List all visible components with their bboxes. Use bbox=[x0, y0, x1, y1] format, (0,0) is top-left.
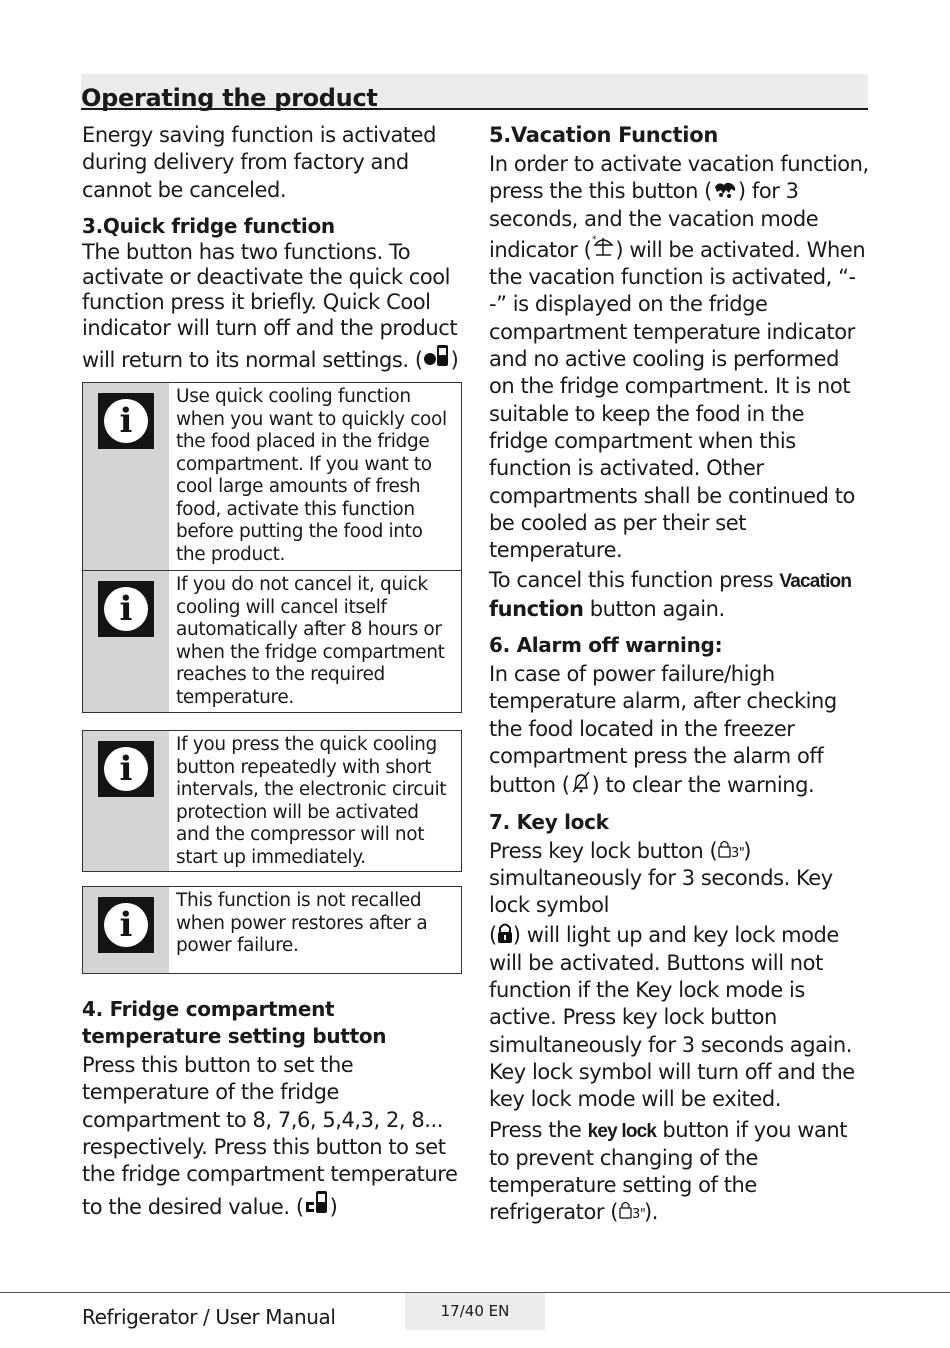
key-lock-text-part: ( bbox=[489, 923, 497, 948]
alarm-paragraph bbox=[489, 661, 869, 799]
alarm-text-part: ) to clear the warning. bbox=[591, 773, 815, 798]
info-icon: i bbox=[98, 581, 154, 637]
quick-fridge-text: The button has two functions. To activate or deactivate the quick cool function press it briefly. Quick Cool indicator will turn off and the product will return to its normal settings. ( bbox=[82, 239, 458, 372]
energy-saving-paragraph: Energy saving function is activated during delivery from factory and cannot be canceled. bbox=[82, 123, 437, 202]
key-lock-paragraph-2 bbox=[489, 922, 869, 1113]
info-note bbox=[83, 731, 461, 871]
info-note-group bbox=[82, 382, 462, 713]
key-lock-text-part: Press the bbox=[489, 1117, 588, 1142]
vacation-text-part: ) for 3 seconds, and the vacation mode indicator ( bbox=[489, 179, 819, 262]
vacation-cancel-text: button again. bbox=[583, 596, 725, 621]
info-note bbox=[83, 383, 461, 570]
info-note-group bbox=[82, 730, 462, 872]
info-icon-cell bbox=[83, 571, 169, 712]
info-icon-cell bbox=[83, 383, 169, 570]
section-header-bar bbox=[81, 74, 868, 110]
info-note bbox=[83, 887, 461, 973]
svg-text:3": 3" bbox=[632, 1207, 646, 1223]
alarm-text-part: In case of power failure/high temperature alarm, after checking the food located in the freezer compartment press the alarm off button ( bbox=[489, 662, 837, 798]
quick-fridge-close: ) bbox=[450, 347, 459, 372]
vacation-button-icon bbox=[712, 180, 738, 204]
right-column bbox=[489, 122, 869, 1227]
page-number: 17/40 EN bbox=[405, 1293, 545, 1330]
key-lock-symbol-icon bbox=[497, 922, 513, 948]
vacation-button-label: Vacation bbox=[779, 571, 852, 593]
key-lock-paragraph-3 bbox=[489, 1117, 869, 1227]
vacation-indicator-icon bbox=[591, 233, 615, 263]
quick-fridge-paragraph bbox=[82, 240, 462, 373]
key-lock-label: key lock bbox=[587, 1120, 657, 1142]
fridge-temperature-button-icon bbox=[304, 1188, 330, 1220]
vacation-cancel-text: To cancel this function press bbox=[489, 568, 780, 593]
key-lock-text-part: ) will light up and key lock mode will be activated. Buttons will not function if the Key lock mode is active. Press key lock button simultaneously for 3 seconds again. Key lock symbol will turn off and the key lock mode will be exited. bbox=[489, 923, 855, 1112]
quick-fridge-heading: 3.Quick fridge function bbox=[82, 213, 335, 238]
vacation-text-part: ) will be activated. When the vacation function is activated, “- -” is displayed on the fridge compartment temperature indicator and no active cooling is performed on the fridge compartment. It is not suitable to keep the food in the fridge compartment when this function is activated. Other compartments shall be continued to be cooled as per their set temperature. bbox=[489, 237, 866, 563]
vacation-text-part: In order to activate vacation function, press the this button ( bbox=[489, 152, 869, 204]
key-lock-paragraph-1 bbox=[489, 838, 869, 920]
left-column bbox=[82, 122, 462, 1222]
key-lock-text-part: button if you want to prevent changing of the temperature setting of the refrigerator ( bbox=[489, 1117, 848, 1225]
key-lock-button-icon bbox=[717, 838, 743, 864]
info-note bbox=[83, 570, 461, 712]
fridge-temperature-heading: 4. Fridge compartment temperature setting button bbox=[82, 996, 387, 1048]
info-icon: i bbox=[98, 741, 154, 797]
info-icon: i bbox=[98, 897, 154, 953]
info-note-text: Use quick cooling function when you want to quickly cool the food placed in the fridge compartment. If you want to cool large amounts of fresh food, activate this function before putting the food into the product. bbox=[176, 385, 447, 566]
vacation-heading: 5.Vacation Function bbox=[489, 123, 718, 147]
info-icon: i bbox=[98, 393, 154, 449]
alarm-off-icon bbox=[570, 770, 592, 798]
info-note-text: This function is not recalled when power restores after a power failure. bbox=[176, 889, 428, 957]
info-note-group bbox=[82, 886, 462, 974]
key-lock-button-icon bbox=[618, 1199, 644, 1225]
quick-fridge-button-icon bbox=[423, 341, 451, 373]
vacation-paragraph bbox=[489, 151, 869, 564]
function-label: function bbox=[489, 596, 584, 621]
fridge-temperature-close: ) bbox=[329, 1195, 338, 1220]
alarm-heading: 6. Alarm off warning: bbox=[489, 633, 723, 658]
key-lock-text-part: ) simultaneously for 3 seconds. Key lock symbol bbox=[489, 838, 833, 918]
key-lock-heading: 7. Key lock bbox=[489, 809, 609, 834]
section-title: Operating the product bbox=[81, 84, 378, 112]
info-icon-cell bbox=[83, 887, 169, 973]
fridge-temperature-text: Press this button to set the temperature of the fridge compartment to 8, 7,6, 5,4,3, 2, 8... respectively. Press this button to set the fridge compartment temperature to the desired value. ( bbox=[82, 1052, 458, 1220]
key-lock-text-part: Press key lock button ( bbox=[489, 838, 718, 863]
info-note-text: If you press the quick cooling button repeatedly with short intervals, the electronic circuit protection will be activated and the compressor will not start up immediately. bbox=[176, 733, 447, 868]
footer-manual-title: Refrigerator / User Manual bbox=[82, 1305, 336, 1329]
vacation-cancel-paragraph bbox=[489, 567, 869, 623]
svg-text:3": 3" bbox=[731, 845, 745, 861]
info-icon-cell bbox=[83, 731, 169, 871]
info-note-text: If you do not cancel it, quick cooling will cancel itself automatically after 8 hours or when the fridge compartment reaches to the required temperature. bbox=[176, 573, 445, 708]
key-lock-text-part: ). bbox=[644, 1200, 658, 1225]
fridge-temperature-paragraph bbox=[82, 1052, 462, 1222]
svg-text:*: * bbox=[592, 234, 597, 245]
